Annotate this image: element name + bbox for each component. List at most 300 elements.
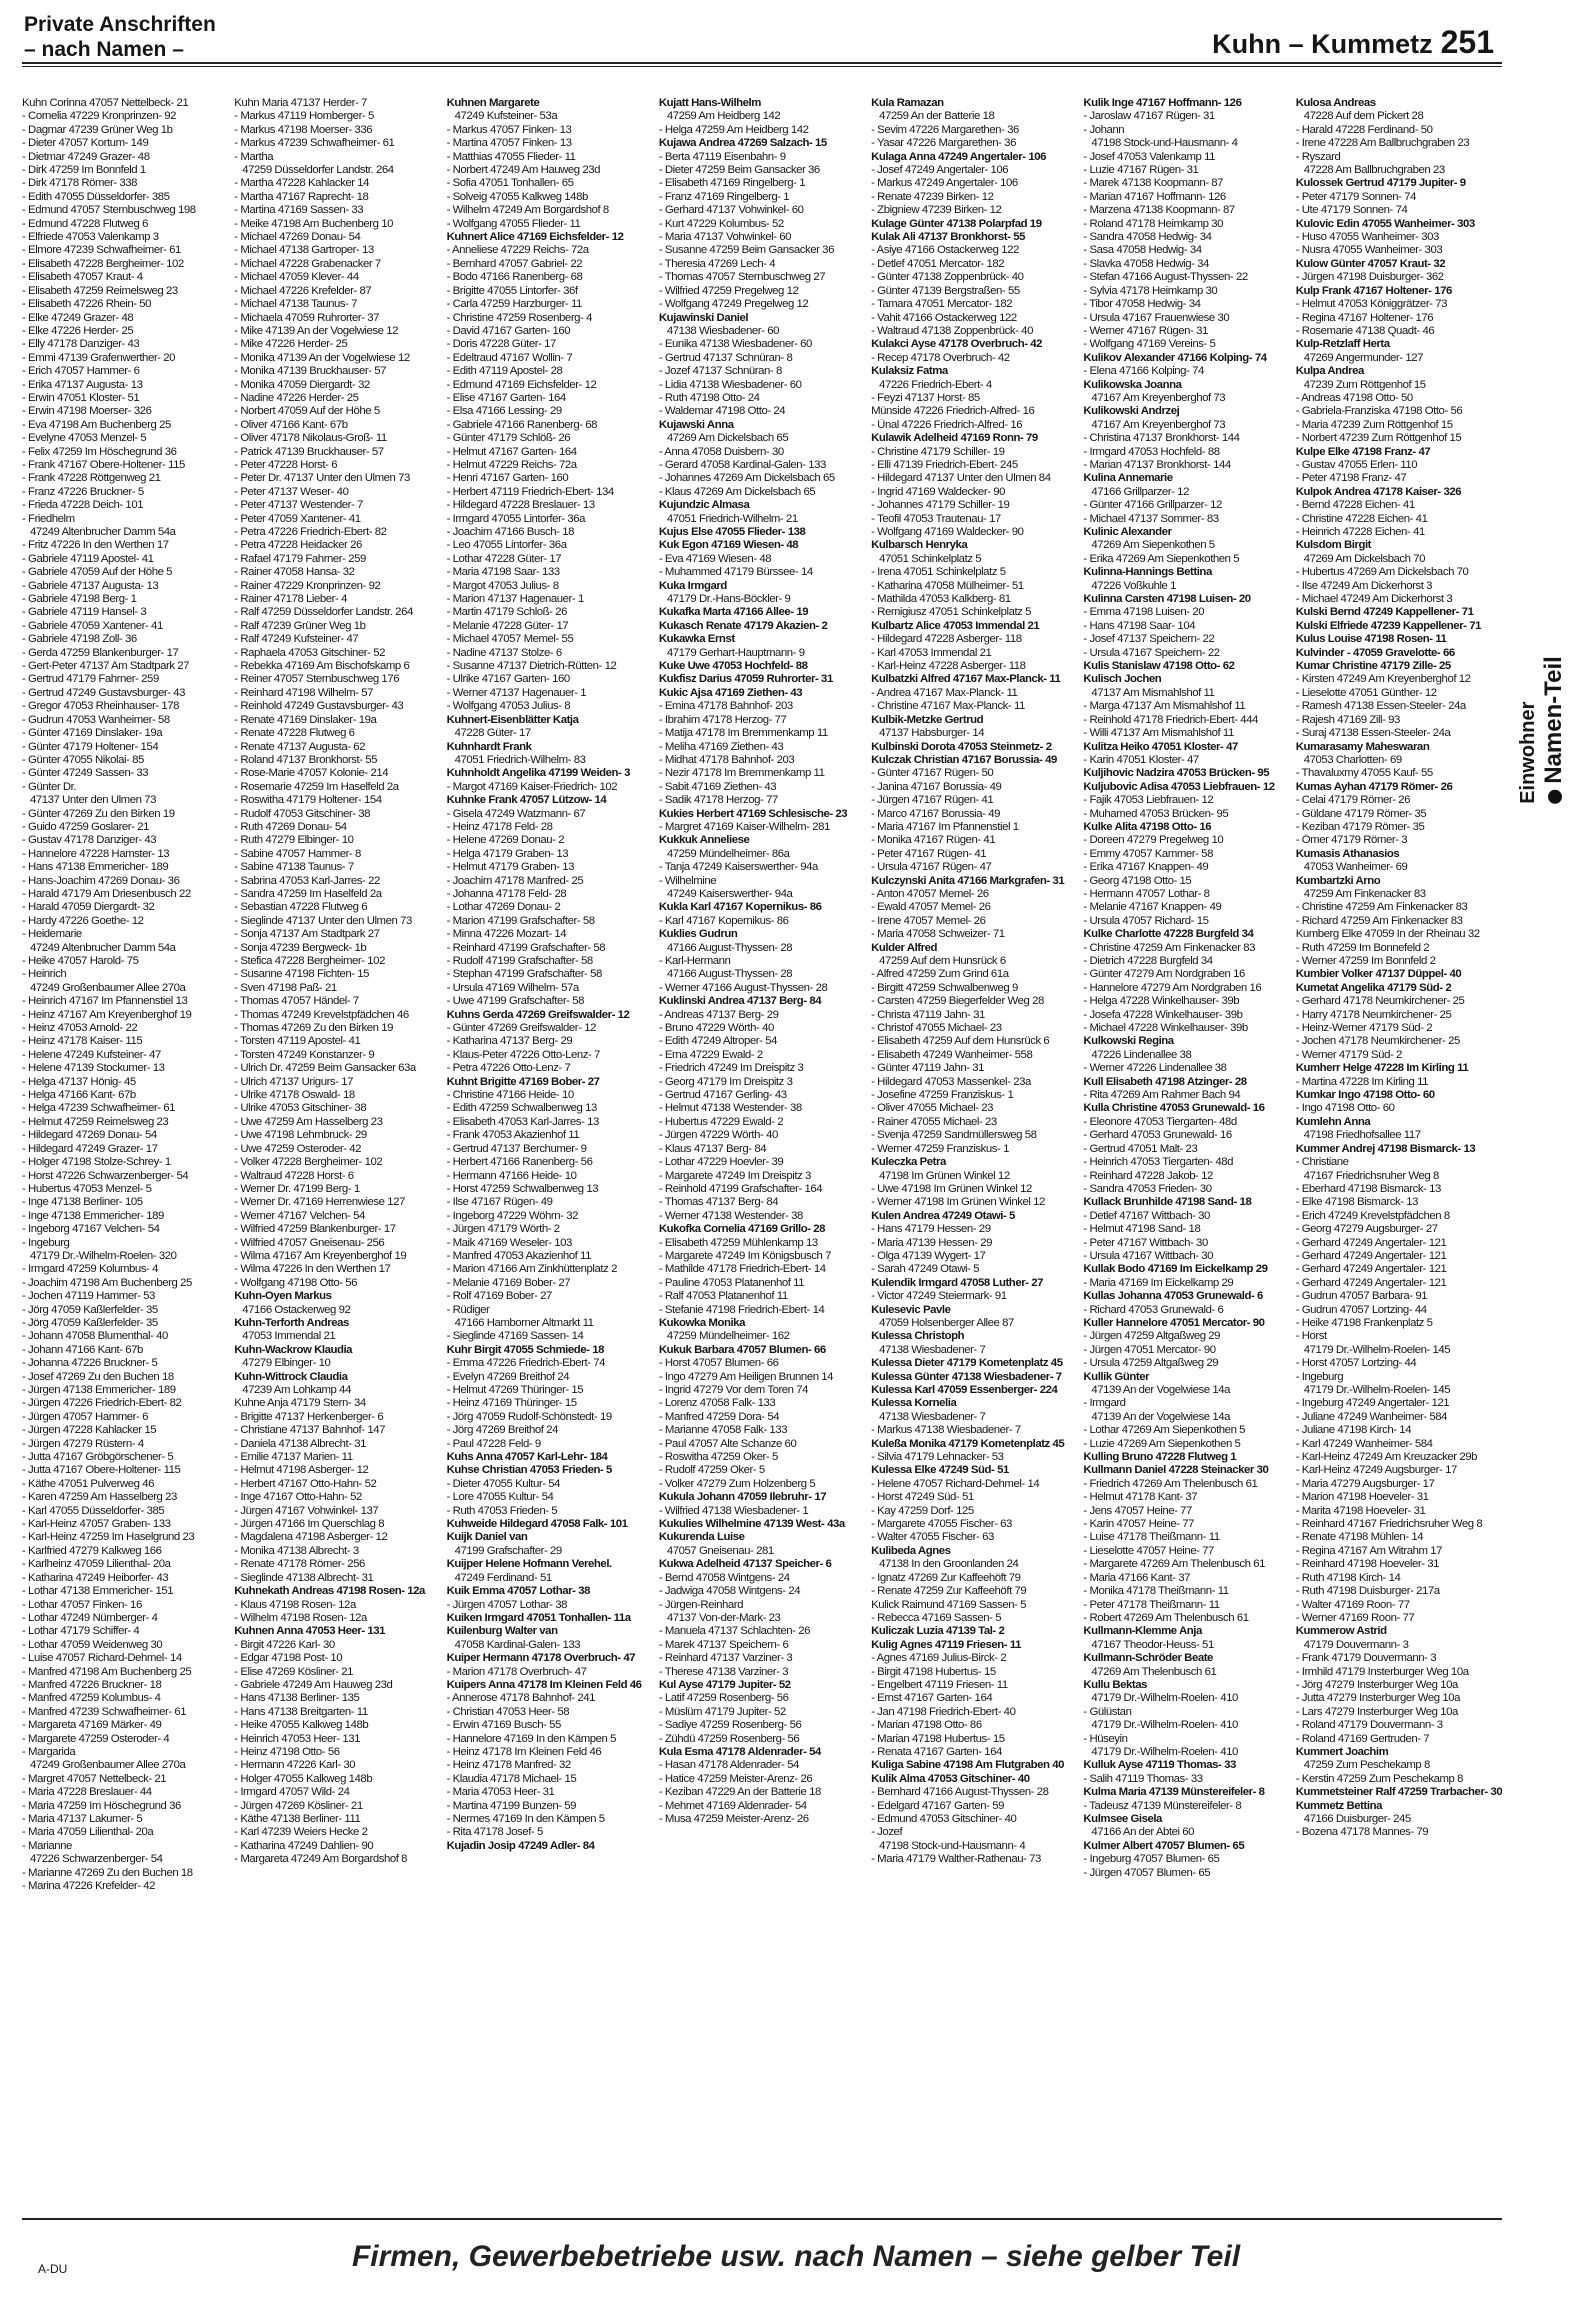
- directory-entry: Kuliczak Luzia 47139 Tal- 2: [871, 1625, 1005, 1638]
- directory-entry: - Rainer 47058 Hansa- 32: [234, 566, 355, 579]
- directory-entry: Kukasch Renate 47179 Akazien- 2: [658, 619, 828, 632]
- directory-entry: Kuhnekath Andreas 47198 Rosen- 12a: [234, 1585, 425, 1598]
- directory-entry: - Paul 47057 Alte Schanze 60: [658, 1437, 797, 1450]
- directory-entry: 47228 Auf dem Pickert 28: [1303, 110, 1424, 123]
- directory-entry: - Wilhelm 47249 Am Borgardshof 8: [446, 204, 609, 217]
- directory-entry: Kulessa Dieter 47179 Kometenplatz 45: [871, 1357, 1063, 1370]
- directory-entry: - Wolfgang 47198 Otto- 56: [234, 1276, 358, 1289]
- directory-entry: - Rolf 47169 Bober- 27: [446, 1290, 552, 1303]
- directory-entry: - Holger 47198 Stolze-Schrey- 1: [22, 1156, 171, 1169]
- directory-entry: - Matija 47178 Im Bremmenkamp 11: [658, 727, 828, 740]
- directory-column-7: [1296, 97, 1502, 2205]
- directory-entry: - Hermann 47166 Heide- 10: [446, 1169, 577, 1182]
- directory-entry: - Thomas 47249 Krevelstpfädchen 46: [234, 1008, 409, 1021]
- directory-entry: - Karlheinz 47059 Lilienthal- 20a: [22, 1558, 171, 1571]
- directory-entry: - Ernst 47167 Garten- 164: [871, 1692, 993, 1705]
- directory-entry: - Marion 47199 Grafschafter- 58: [446, 914, 595, 927]
- directory-entry: - Jürgen 47228 Kahlacker 15: [22, 1424, 157, 1437]
- directory-entry: - Jürgen 47179 Wörth- 2: [446, 1223, 560, 1236]
- directory-entry: - Michael 47057 Memel- 55: [446, 633, 574, 646]
- directory-entry: - Werner 47137 Hagenauer- 1: [446, 686, 587, 699]
- directory-entry: - Paul 47228 Feld- 9: [446, 1437, 541, 1450]
- directory-entry: - Helene 47139 Stockumer- 13: [22, 1062, 165, 1075]
- directory-entry: - Käthe 47138 Berliner- 111: [234, 1813, 361, 1825]
- directory-entry: - Maria 47053 Heer- 31: [446, 1786, 555, 1799]
- directory-entry: - Jörg 47059 Kaßlerfelder- 35: [22, 1303, 158, 1316]
- directory-entry: Kuklinski Andrea 47137 Berg- 84: [658, 995, 822, 1008]
- directory-entry: - Margarida: [22, 1745, 76, 1758]
- directory-entry: - Doris 47228 Güter- 17: [446, 338, 556, 351]
- directory-entry: - Helmut 47178 Kant- 37: [1083, 1491, 1198, 1504]
- directory-entry: Kumetat Angelika 47179 Süd- 2: [1295, 981, 1452, 994]
- directory-entry: - Rajesh 47169 Zill- 93: [1295, 713, 1400, 726]
- directory-entry: - Ingeburg: [22, 1236, 70, 1249]
- directory-entry: Kukkuk Anneliese: [658, 834, 750, 847]
- directory-entry: - Horst: [1295, 1330, 1327, 1343]
- directory-entry: - Monika 47139 Bruckhauser- 57: [234, 365, 387, 378]
- directory-entry: Kulessa Elke 47249 Süd- 51: [871, 1464, 1009, 1477]
- directory-entry: - Wolfgang 47169 Vereins- 5: [1083, 338, 1216, 351]
- directory-entry: - Peter 47137 Weser- 40: [234, 485, 349, 498]
- directory-entry: Kulitza Heiko 47051 Kloster- 47: [1083, 740, 1238, 753]
- directory-entry: - Wilhelm 47198 Rosen- 12a: [234, 1611, 367, 1624]
- directory-entry: - Oliver 47178 Nikolaus-Groß- 11: [234, 432, 387, 445]
- directory-entry: 47179 Dr.-Wilhelm-Roelen- 145: [1303, 1343, 1451, 1356]
- directory-entry: Kulp-Retzlaff Herta: [1295, 338, 1390, 351]
- directory-entry: - Michael 47228 Winkelhauser- 39b: [1083, 1022, 1248, 1035]
- directory-entry: - Renate 47169 Dinslaker- 19a: [234, 713, 377, 726]
- directory-entry: - Emilie 47137 Marien- 11: [234, 1451, 353, 1464]
- header-name-range: Kuhn – Kummetz: [1212, 29, 1433, 59]
- directory-entry: Kuljihovic Nadzira 47053 Brücken- 95: [1083, 767, 1270, 780]
- directory-entry: - Marzena 47138 Koopmann- 87: [1083, 204, 1235, 217]
- directory-entry: - Rudolf 47259 Oker- 5: [658, 1464, 765, 1477]
- directory-entry: - Irmgard 47053 Hochfeld- 88: [1083, 445, 1220, 458]
- directory-entry: Kukurenda Luise: [658, 1531, 745, 1544]
- directory-entry: - Eleonore 47053 Tiergarten- 48d: [1083, 1115, 1237, 1128]
- directory-entry: Kulibeda Agnes: [871, 1544, 951, 1557]
- directory-entry: - Midhat 47178 Bahnhof- 203: [658, 753, 795, 766]
- directory-entry: - Nezir 47178 Im Bremmenkamp 11: [658, 767, 825, 780]
- directory-entry: - Hildegard 47228 Asberger- 118: [871, 633, 1022, 646]
- directory-entry: - Helmut 47198 Asberger- 12: [234, 1464, 369, 1477]
- directory-entry: - Christof 47055 Michael- 23: [871, 1022, 1002, 1035]
- directory-entry: - Roland 47178 Heimkamp 30: [1083, 217, 1224, 230]
- directory-entry: - Käthe 47051 Pulverweg 46: [22, 1477, 155, 1490]
- directory-entry: Münside 47226 Friedrich-Alfred- 16: [871, 405, 1035, 418]
- directory-entry: - Gabriela-Franziska 47198 Otto- 56: [1295, 405, 1463, 418]
- directory-entry: - Monika 47059 Diergardt- 32: [234, 378, 370, 391]
- directory-entry: - Elmore 47239 Schwafheimer- 61: [22, 244, 181, 257]
- directory-entry: - Marina 47226 Krefelder- 42: [22, 1880, 156, 1893]
- directory-entry: - Leo 47055 Lintorfer- 36a: [446, 539, 567, 552]
- directory-entry: - Hannelore 47228 Hamster- 13: [22, 847, 170, 860]
- directory-entry: - Jürgen 47057 Lothar- 38: [446, 1598, 568, 1611]
- directory-entry: - Muhamed 47053 Brücken- 95: [1083, 807, 1229, 820]
- directory-entry: - Rebecca 47169 Sassen- 5: [871, 1611, 1002, 1624]
- directory-entry: - Teofil 47053 Trautenau- 17: [871, 512, 1001, 525]
- directory-entry: - Svenja 47259 Sandmüllersweg 58: [871, 1129, 1037, 1142]
- directory-entry: - Horst 47259 Schwalbenweg 13: [446, 1182, 599, 1195]
- directory-entry: 47137 Am Mismahlshof 11: [1091, 686, 1215, 699]
- directory-entry: 47198 Im Grünen Winkel 12: [879, 1169, 1010, 1182]
- directory-entry: Kulpa Andrea: [1295, 365, 1364, 378]
- directory-entry: - Markus 47057 Finken- 13: [446, 123, 572, 136]
- directory-entry: - Roswitha 47179 Holtener- 154: [234, 794, 382, 807]
- directory-entry: - Ingo 47198 Otto- 60: [1295, 1102, 1395, 1115]
- directory-entry: - Stefica 47228 Bergheimer- 102: [234, 955, 385, 967]
- directory-entry: Kulikov Alexander 47166 Kolping- 74: [1083, 351, 1267, 364]
- directory-entry: - Ibrahim 47178 Herzog- 77: [658, 713, 787, 726]
- directory-entry: - Karl 47053 Immendal 21: [871, 646, 992, 659]
- directory-entry: - Mathilda 47053 Kalkberg- 81: [871, 593, 1011, 606]
- directory-entry: Kula Ramazan: [871, 97, 944, 109]
- directory-entry: - Maria 47198 Saar- 133: [446, 566, 560, 579]
- directory-entry: 47166 August-Thyssen- 28: [666, 968, 793, 981]
- directory-entry: - Helga 47228 Winkelhauser- 39b: [1083, 995, 1240, 1008]
- directory-entry: 47166 Grillparzer- 12: [1091, 485, 1189, 498]
- directory-entry: - Renate 47198 Mühlen- 14: [1295, 1531, 1424, 1544]
- directory-entry: - Günter 47055 Nikolai- 85: [22, 753, 144, 766]
- directory-entry: Kuhnke Frank 47057 Lützow- 14: [446, 794, 607, 807]
- directory-entry: - Joachim 47178 Manfred- 25: [446, 874, 584, 887]
- directory-entry: - Wilma 47167 Am Kreyenberghof 19: [234, 1249, 407, 1262]
- directory-entry: - Felix 47259 Im Höschegrund 36: [22, 445, 177, 458]
- directory-entry: - Marian 47198 Otto- 86: [871, 1719, 982, 1732]
- directory-entry: - Latif 47259 Rosenberg- 56: [658, 1692, 789, 1705]
- directory-entry: - Emmy 47057 Kammer- 58: [1083, 847, 1213, 860]
- directory-entry: - Christa 47119 Jahn- 31: [871, 1008, 985, 1021]
- directory-entry: - Martina 47057 Finken- 13: [446, 137, 572, 150]
- directory-entry: - Thomas 47057 Händel- 7: [234, 995, 359, 1008]
- directory-entry: - Christine 47166 Heide- 10: [446, 1089, 574, 1102]
- directory-entry: 47269 Angermunder- 127: [1303, 351, 1423, 364]
- directory-entry: - Wolfgang 47055 Flieder- 11: [446, 217, 581, 230]
- directory-entry: - Martin 47179 Schloß- 26: [446, 606, 568, 619]
- directory-entry: - Gerard 47058 Kardinal-Galen- 133: [658, 458, 826, 471]
- directory-entry: - Heinz 47178 Kaiser- 115: [22, 1035, 143, 1048]
- directory-entry: - Gabriele 47198 Berg- 1: [22, 593, 137, 606]
- directory-entry: - Heinrich: [22, 968, 67, 981]
- directory-entry: Kulski Bernd 47249 Kappellener- 71: [1295, 606, 1474, 619]
- directory-column-6: [1083, 97, 1289, 2205]
- directory-entry: - Renate 47137 Augusta- 62: [234, 740, 366, 753]
- directory-entry: - Friedhelm: [22, 512, 75, 525]
- page-header-range: [1212, 24, 1494, 61]
- directory-entry: - Martina 47169 Sassen- 33: [234, 204, 364, 217]
- directory-entry: - Elisabeth 47259 Auf dem Hunsrück 6: [871, 1035, 1050, 1048]
- directory-entry: - Karl-Heinz 47249 Augsburger- 17: [1295, 1464, 1457, 1477]
- directory-entry: 47179 Dr.-Hans-Böckler- 9: [666, 593, 791, 606]
- directory-entry: - Elisabeth 47057 Kraut- 4: [22, 271, 143, 284]
- directory-entry: - Manuela 47137 Schlachten- 26: [658, 1625, 810, 1638]
- directory-entry: - Therese 47138 Varziner- 3: [658, 1665, 789, 1678]
- directory-entry: - Raphaela 47053 Gitschiner- 52: [234, 646, 385, 659]
- directory-entry: Kukawka Ernst: [658, 633, 735, 646]
- directory-entry: - Werner 47166 August-Thyssen- 28: [658, 981, 828, 994]
- directory-entry: - Eunika 47138 Wiesbadener- 60: [658, 338, 812, 351]
- directory-entry: Kulisch Jochen: [1083, 673, 1162, 686]
- directory-entry: - Heinz 47178 Feld- 28: [446, 820, 553, 833]
- directory-entry: - Wolfgang 47053 Julius- 8: [446, 700, 571, 713]
- directory-entry: - Rita 47178 Josef- 5: [446, 1826, 543, 1839]
- directory-entry: Kullmann-Schröder Beate: [1083, 1652, 1213, 1665]
- directory-entry: - Huso 47055 Wanheimer- 303: [1295, 231, 1439, 244]
- directory-entry: Kulke Alita 47198 Otto- 16: [1083, 820, 1212, 833]
- directory-entry: - Rainer 47178 Lieber- 4: [234, 593, 347, 606]
- directory-entry: - Marion 47198 Hoeveler- 31: [1295, 1491, 1429, 1504]
- directory-entry: - Hubertus 47269 Am Dickelsbach 70: [1295, 566, 1469, 579]
- directory-entry: Kulczak Christian 47167 Borussia- 49: [871, 753, 1057, 766]
- directory-entry: - Heinz 47198 Otto- 56: [234, 1745, 340, 1758]
- directory-entry: - Jürgen-Reinhard: [658, 1598, 743, 1611]
- directory-entry: - Günter 47249 Sassen- 33: [22, 767, 149, 780]
- directory-entry: - Jochen 47119 Hammer- 53: [22, 1290, 155, 1303]
- directory-entry: Kulpok Andrea 47178 Kaiser- 326: [1295, 485, 1462, 498]
- directory-entry: - Roland 47137 Bronkhorst- 55: [234, 753, 377, 766]
- directory-entry: Kulluk Ayse 47119 Thomas- 33: [1083, 1759, 1236, 1772]
- directory-entry: - Mehmet 47169 Aldenrader- 54: [658, 1799, 807, 1812]
- directory-entry: - Edeltraud 47167 Wollin- 7: [446, 351, 573, 364]
- directory-entry: - Ingo 47279 Am Heiligen Brunnen 14: [658, 1370, 834, 1383]
- directory-entry: - Carsten 47259 Biegerfelder Weg 28: [871, 995, 1044, 1008]
- directory-entry: - Roland 47179 Douvermann- 3: [1295, 1719, 1443, 1732]
- directory-entry: - Lothar 47229 Hoevler- 39: [658, 1156, 784, 1169]
- directory-entry: - Uwe 47259 Osteroder- 42: [234, 1142, 362, 1155]
- directory-entry: - Gabriele 47119 Apostel- 41: [22, 552, 154, 565]
- directory-entry: - Keziban 47229 An der Batterie 18: [658, 1786, 821, 1799]
- directory-column-1: [22, 97, 228, 2205]
- directory-entry: - Georg 47198 Otto- 15: [1083, 874, 1192, 887]
- directory-entry: 47051 Schinkelplatz 5: [879, 552, 982, 565]
- directory-entry: 47249 Altenbrucher Damm 54a: [30, 941, 176, 954]
- directory-entry: Kulbarsch Henryka: [871, 539, 968, 552]
- directory-entry: - Zbigniew 47239 Birken- 12: [871, 204, 1002, 217]
- directory-entry: - Jürgen 47057 Blumen- 65: [1083, 1866, 1211, 1879]
- header-rule-thin: [22, 66, 1502, 67]
- directory-entry: - David 47167 Garten- 160: [446, 324, 571, 337]
- directory-entry: Kulikowski Andrzej: [1083, 405, 1180, 418]
- directory-entry: - Mike 47226 Herder- 25: [234, 338, 348, 351]
- directory-entry: - Jürgen 47259 Altgaßweg 29: [1083, 1330, 1221, 1343]
- directory-entry: - Reinhard 47198 Wilhelm- 57: [234, 686, 373, 699]
- directory-entry: - Nusra 47055 Wanheimer- 303: [1295, 244, 1443, 257]
- directory-entry: - Meike 47198 Am Buchenberg 10: [234, 217, 394, 230]
- directory-entry: 47249 Großenbaumer Allee 270a: [30, 981, 186, 994]
- directory-entry: - Hildegard 47249 Grazer- 17: [22, 1142, 158, 1155]
- directory-entry: - Annerose 47178 Bahnhof- 241: [446, 1692, 596, 1705]
- directory-entry: Kumas Ayhan 47179 Römer- 26: [1295, 780, 1453, 793]
- directory-entry: - Torsten 47119 Apostel- 41: [234, 1035, 361, 1048]
- directory-entry: Kuhnert Alice 47169 Eichsfelder- 12: [446, 231, 624, 244]
- directory-entry: Kuilenburg Walter van: [446, 1625, 558, 1638]
- directory-entry: Kulus Louise 47198 Rosen- 11: [1295, 633, 1447, 646]
- directory-entry: - Hatice 47259 Meister-Arenz- 26: [658, 1772, 813, 1785]
- directory-entry: - Josef 47137 Speichern- 22: [1083, 633, 1215, 646]
- directory-entry: - Gerhard 47249 Angertaler- 121: [1295, 1236, 1447, 1249]
- directory-entry: Kujawa Andrea 47269 Salzach- 15: [658, 137, 827, 150]
- directory-entry: Kukula Johann 47059 Ilebruhr- 17: [658, 1491, 827, 1504]
- directory-entry: - Friedrich 47249 Im Dreispitz 3: [658, 1062, 804, 1075]
- directory-entry: - Klaus-Peter 47226 Otto-Lenz- 7: [446, 1048, 600, 1061]
- directory-entry: 47051 Friedrich-Wilhelm- 83: [454, 753, 586, 766]
- directory-entry: - Berta 47119 Eisenbahn- 9: [658, 150, 786, 163]
- directory-entry: - Peter 47059 Xantener- 41: [234, 512, 361, 525]
- directory-entry: - Maria 47166 Kant- 37: [1083, 1571, 1191, 1584]
- directory-entry: - Ruth 47053 Frieden- 5: [446, 1504, 558, 1517]
- directory-entry: Kuijk Daniel van: [446, 1531, 528, 1544]
- directory-entry: - Hardy 47226 Goethe- 12: [22, 914, 144, 927]
- directory-entry: - Günter 47167 Rügen- 50: [871, 767, 994, 780]
- directory-entry: - Matthias 47055 Flieder- 11: [446, 150, 576, 163]
- directory-entry: - Joachim 47198 Am Buchenberg 25: [22, 1276, 192, 1289]
- directory-entry: - Ünal 47226 Friedrich-Alfred- 16: [871, 418, 1023, 431]
- directory-entry: - Günter 47179 Schlöß- 26: [446, 432, 571, 445]
- directory-entry: Kujawski Anna: [658, 418, 734, 431]
- directory-entry: - Salih 47119 Thomas- 33: [1083, 1772, 1203, 1785]
- directory-entry: - Hans 47179 Hessen- 29: [871, 1223, 991, 1236]
- directory-entry: Kummert Joachim: [1295, 1745, 1389, 1758]
- directory-entry: - Gudrun 47057 Barbara- 91: [1295, 1290, 1428, 1303]
- directory-entry: - Herbert 47166 Ranenberg- 56: [446, 1156, 593, 1169]
- directory-entry: 47198 Stock-und-Hausmann- 4: [1091, 137, 1238, 150]
- directory-entry: - Robert 47269 Am Thelenbusch 61: [1083, 1611, 1249, 1624]
- directory-entry: - Helene 47249 Kufsteiner- 47: [22, 1048, 161, 1061]
- directory-entry: Kuhnen Margarete: [446, 97, 540, 109]
- directory-entry: - Marek 47137 Speichern- 6: [658, 1638, 789, 1651]
- directory-entry: - Werner 47138 Westender- 38: [658, 1209, 803, 1222]
- directory-entry: - Willi 47137 Am Mismahlshof 11: [1083, 727, 1234, 740]
- directory-entry: - Emmi 47139 Grafenwerther- 20: [22, 351, 175, 364]
- directory-entry: Kullmann Daniel 47228 Steinacker 30: [1083, 1464, 1269, 1477]
- directory-entry: - Evelyne 47053 Menzel- 5: [22, 432, 147, 445]
- directory-entry: Kula Esma 47178 Aldenrader- 54: [658, 1745, 821, 1758]
- directory-entry: Kuhn Maria 47137 Herder- 7: [234, 97, 367, 109]
- directory-entry: - Wilma 47226 In den Werthen 17: [234, 1263, 391, 1276]
- directory-entry: - Friedrich 47269 Am Thelenbusch 61: [1083, 1477, 1258, 1490]
- directory-entry: - Andrea 47167 Max-Planck- 11: [871, 686, 1018, 699]
- directory-entry: - Ursula 47167 Speichern- 22: [1083, 646, 1220, 659]
- directory-entry: Kulinna-Hannings Bettina: [1083, 566, 1212, 579]
- directory-entry: - Mike 47139 An der Vogelwiese 12: [234, 324, 398, 337]
- directory-entry: - Edmund 47228 Flutweg 6: [22, 217, 148, 230]
- directory-entry: - Tanja 47249 Kaiserswerther- 94a: [658, 861, 818, 874]
- directory-entry: 47167 Am Kreyenberghof 73: [1091, 418, 1226, 431]
- directory-entry: - Susanne 47198 Fichten- 15: [234, 968, 370, 981]
- directory-entry: - Erich 47249 Krevelstpfädchen 8: [1295, 1209, 1450, 1222]
- directory-entry: - Güldane 47179 Römer- 35: [1295, 807, 1427, 820]
- directory-entry: 47228 Güter- 17: [454, 727, 531, 740]
- directory-entry: - Ralf 47249 Kufsteiner- 47: [234, 633, 359, 646]
- directory-entry: - Helene 47057 Richard-Dehmel- 14: [871, 1477, 1040, 1490]
- directory-entry: - Günter 47269 Zu den Birken 19: [22, 807, 175, 820]
- directory-entry: - Torsten 47249 Konstanzer- 9: [234, 1048, 375, 1061]
- directory-entry: - Heinz 47053 Arnold- 22: [22, 1022, 138, 1035]
- directory-entry: - Franz 47169 Ringelberg- 1: [658, 190, 790, 203]
- directory-entry: 47269 Am Dickelsbach 65: [666, 432, 789, 445]
- directory-entry: - Sieglinde 47169 Sassen- 14: [446, 1330, 584, 1343]
- directory-entry: - Ingeburg 47249 Angertaler- 121: [1295, 1397, 1450, 1410]
- directory-entry: - Jürgen 47167 Vohwinkel- 137: [234, 1504, 379, 1517]
- footer-rule: [22, 2218, 1502, 2220]
- directory-entry: - Renata 47167 Garten- 164: [871, 1745, 1002, 1758]
- directory-entry: - Maria 47179 Walther-Rathenau- 73: [871, 1853, 1041, 1866]
- directory-entry: - Sven 47198 Paß- 21: [234, 981, 337, 994]
- directory-entry: - Harald 47059 Diergardt- 32: [22, 901, 155, 914]
- directory-entry: - Uwe 47198 Lehmbruck- 29: [234, 1129, 367, 1142]
- directory-entry: Kulick Raimund 47169 Sassen- 5: [871, 1598, 1027, 1611]
- directory-entry: - Emina 47178 Bahnhof- 203: [658, 700, 793, 713]
- directory-entry: Kukuk Barbara 47057 Blumen- 66: [658, 1343, 826, 1356]
- directory-entry: - Bernhard 47057 Gabriel- 22: [446, 257, 583, 270]
- directory-entry: - Michael 47228 Grabenacker 7: [234, 257, 381, 270]
- directory-entry: - Melanie 47167 Knappen- 49: [1083, 901, 1222, 914]
- directory-entry: - Günter Dr.: [22, 780, 77, 793]
- directory-entry: - Marion 47166 Am Zinkhüttenplatz 2: [446, 1263, 617, 1276]
- directory-entry: Kulendik Irmgard 47058 Luther- 27: [871, 1276, 1044, 1289]
- directory-entry: - Bruno 47229 Wörth- 40: [658, 1022, 774, 1035]
- directory-entry: Kulikowska Joanna: [1083, 378, 1182, 391]
- directory-entry: - Lothar 47057 Finken- 16: [22, 1598, 142, 1611]
- directory-entry: Kulmsee Gisela: [1083, 1813, 1162, 1825]
- directory-entry: - Ursula 47259 Altgaßweg 29: [1083, 1357, 1219, 1370]
- directory-entry: - Johannes 47179 Schiller- 19: [871, 499, 1010, 512]
- directory-entry: - Lothar 47249 Nürnberger- 4: [22, 1611, 158, 1624]
- directory-entry: Kulessa Karl 47059 Essenberger- 224: [871, 1384, 1058, 1396]
- directory-entry: - Inge 47138 Emmericher- 189: [22, 1209, 164, 1222]
- directory-entry: Kulpe Elke 47198 Franz- 47: [1295, 445, 1431, 458]
- directory-entry: 47239 Am Lohkamp 44: [242, 1384, 351, 1396]
- side-tab-line2: Namen-Teil: [1540, 656, 1567, 784]
- directory-entry: - Josef 47053 Valenkamp 11: [1083, 150, 1216, 163]
- directory-entry: - Maria 47228 Breslauer- 44: [22, 1786, 152, 1799]
- directory-entry: - Monika 47138 Albrecht- 3: [234, 1544, 359, 1557]
- directory-entry: - Stephan 47199 Grafschafter- 58: [446, 968, 602, 981]
- directory-entry: - Christina 47137 Bronkhorst- 144: [1083, 432, 1240, 445]
- directory-entry: - Inge 47138 Berliner- 105: [22, 1196, 143, 1209]
- directory-entry: - Christine 47259 Am Finkenacker 83: [1295, 901, 1468, 914]
- directory-entry: - Maria 47137 Vohwinkel- 60: [658, 231, 792, 244]
- directory-entry: Kuhweide Hildegard 47058 Falk- 101: [446, 1518, 628, 1531]
- directory-entry: - Reinhard 47167 Friedrichsruher Weg 8: [1295, 1518, 1483, 1531]
- directory-entry: Kulczynski Anita 47166 Markgrafen- 31: [871, 874, 1065, 887]
- directory-entry: - Janina 47167 Borussia- 49: [871, 780, 1002, 793]
- directory-entry: - Erika 47137 Augusta- 13: [22, 378, 143, 391]
- directory-entry: - Markus 47198 Moerser- 336: [234, 123, 373, 136]
- directory-entry: - Dagmar 47239 Grüner Weg 1b: [22, 123, 173, 136]
- directory-entry: - Karin 47057 Heine- 77: [1083, 1518, 1194, 1531]
- directory-entry: - Ute 47179 Sonnen- 74: [1295, 204, 1408, 217]
- directory-entry: - Irmgard 47055 Lintorfer- 36a: [446, 512, 586, 525]
- directory-column-5: [871, 97, 1077, 2205]
- directory-entry: - Helmut 47198 Sand- 18: [1083, 1223, 1201, 1236]
- directory-entry: - Sabine 47057 Hammer- 8: [234, 847, 361, 860]
- directory-entry: - Reiner 47057 Sternbuschweg 176: [234, 673, 400, 686]
- directory-entry: - Hildegard 47053 Massenkel- 23a: [871, 1075, 1031, 1088]
- directory-entry: - Lorenz 47058 Falk- 133: [658, 1397, 776, 1410]
- directory-entry: 47259 An der Batterie 18: [879, 110, 995, 123]
- directory-entry: - Ruth 47198 Duisburger- 217a: [1295, 1585, 1440, 1598]
- directory-entry: Kuhs Anna 47057 Karl-Lehr- 184: [446, 1451, 608, 1464]
- directory-entry: - Tamara 47051 Mercator- 182: [871, 298, 1013, 311]
- directory-entry: Kulesevic Pavle: [871, 1303, 951, 1316]
- directory-entry: Kulakci Ayse 47178 Overbruch- 42: [871, 338, 1043, 351]
- directory-entry: - Christine 47259 Rosenberg- 4: [446, 311, 592, 324]
- directory-entry: - Ruth 47198 Otto- 24: [658, 391, 760, 404]
- directory-entry: - Klaus 47269 Am Dickelsbach 65: [658, 485, 816, 498]
- directory-entry: - Jürgen 47226 Friedrich-Ebert- 82: [22, 1397, 182, 1410]
- directory-entry: 47259 Am Finkenacker 83: [1303, 887, 1426, 900]
